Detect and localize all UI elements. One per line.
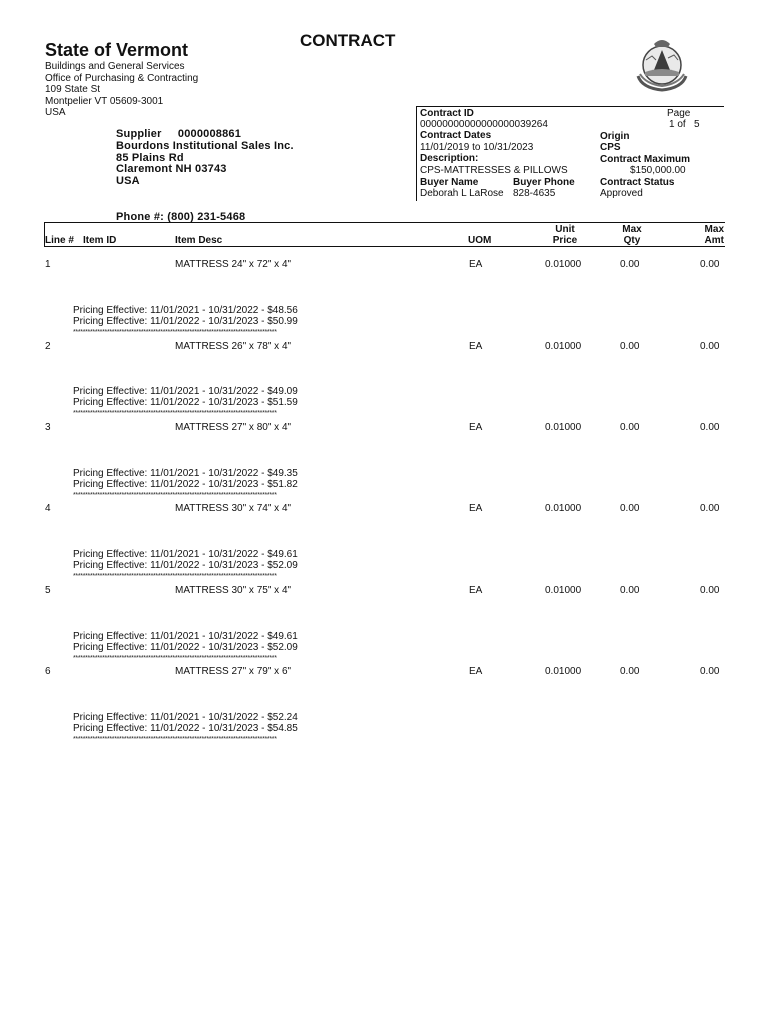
- buyer-phone-label: Buyer Phone: [513, 177, 575, 188]
- col-max-amt: [685, 224, 724, 246]
- separator: ************************************************************************************: [73, 492, 277, 499]
- uom: EA: [469, 666, 483, 677]
- contract-id-label: Contract ID: [420, 108, 474, 119]
- pricing-notes: [73, 468, 298, 491]
- col-uom: UOM: [468, 235, 492, 246]
- max-qty: 0.00: [620, 259, 640, 270]
- item-desc: MATTRESS 30" x 74" x 4": [175, 503, 292, 514]
- uom: EA: [469, 341, 483, 352]
- col-item-desc: Item Desc: [175, 235, 223, 246]
- uom: EA: [469, 259, 483, 270]
- pricing-notes: [73, 712, 298, 735]
- address-line: 109 State St: [45, 84, 101, 96]
- pricing-line: Pricing Effective: 11/01/2021 - 10/31/2022 - $49.61: [73, 631, 298, 642]
- contract-status-label: Contract Status: [600, 177, 675, 188]
- contract-maximum-label: Contract Maximum: [600, 154, 691, 165]
- col-item-id: Item ID: [83, 235, 117, 246]
- unit-price: 0.01000: [545, 666, 582, 677]
- item-desc: MATTRESS 24" x 72" x 4": [175, 259, 292, 270]
- buyer-name: Deborah L LaRose: [420, 188, 504, 199]
- pricing-line: Pricing Effective: 11/01/2021 - 10/31/2022 - $49.61: [73, 549, 298, 560]
- contract-id: 00000000000000000039264: [420, 119, 548, 130]
- max-qty: 0.00: [620, 666, 640, 677]
- line-number: 2: [45, 341, 51, 352]
- contract-dates-label: Contract Dates: [420, 130, 492, 141]
- col-line: Line #: [45, 235, 74, 246]
- address-line: Montpelier VT 05609-3001: [45, 95, 164, 107]
- col-max-qty: [612, 224, 652, 246]
- vermont-seal-icon: [632, 36, 692, 92]
- pricing-line: Pricing Effective: 11/01/2021 - 10/31/2022 - $49.09: [73, 386, 298, 397]
- pricing-notes: [73, 386, 298, 409]
- item-desc: MATTRESS 27" x 79" x 6": [175, 666, 292, 677]
- col-price-label: Price: [552, 235, 578, 246]
- pricing-line: Pricing Effective: 11/01/2021 - 10/31/2022 - $49.35: [73, 468, 298, 479]
- pricing-notes: [73, 305, 298, 328]
- line-number: 5: [45, 585, 51, 596]
- max-qty: 0.00: [620, 503, 640, 514]
- address-line: Office of Purchasing & Contracting: [45, 72, 199, 84]
- description-label: Description:: [420, 153, 479, 164]
- pricing-notes: [73, 549, 298, 572]
- separator: ************************************************************************************: [73, 410, 277, 417]
- contract-status: Approved: [600, 188, 643, 199]
- item-desc: MATTRESS 30" x 75" x 4": [175, 585, 292, 596]
- max-amt: 0.00: [700, 503, 720, 514]
- page-value: [669, 119, 700, 131]
- issuer-address: [45, 61, 198, 119]
- pricing-notes: [73, 631, 298, 654]
- document-title: CONTRACT: [300, 31, 396, 50]
- page-label: Page: [667, 108, 691, 119]
- pricing-line: Pricing Effective: 11/01/2022 - 10/31/2023 - $52.09: [73, 642, 298, 654]
- item-desc: MATTRESS 27" x 80" x 4": [175, 422, 292, 433]
- col-qty-label: Qty: [623, 235, 641, 246]
- address-line: Buildings and General Services: [45, 61, 185, 72]
- buyer-phone: 828-4635: [513, 188, 556, 199]
- unit-price: 0.01000: [545, 422, 582, 433]
- supplier-line: Claremont NH 03743: [116, 163, 227, 176]
- separator: ************************************************************************************: [73, 573, 277, 580]
- max-qty: 0.00: [620, 341, 640, 352]
- table-header: [44, 222, 725, 247]
- supplier-line: Bourdons Institutional Sales Inc.: [116, 139, 294, 152]
- pricing-line: Pricing Effective: 11/01/2021 - 10/31/2022 - $48.56: [73, 305, 298, 316]
- max-qty: 0.00: [620, 585, 640, 596]
- supplier-block: [116, 129, 294, 188]
- uom: EA: [469, 422, 483, 433]
- separator: ************************************************************************************: [73, 655, 277, 662]
- uom: EA: [469, 503, 483, 514]
- supplier-label: Supplier: [116, 128, 162, 140]
- col-max-label: Max: [704, 224, 724, 235]
- max-amt: 0.00: [700, 259, 720, 270]
- item-desc: MATTRESS 26" x 78" x 4": [175, 341, 292, 352]
- pricing-line: Pricing Effective: 11/01/2021 - 10/31/2022 - $52.24: [73, 712, 298, 723]
- col-unit-price: [545, 224, 585, 246]
- origin-label: Origin: [600, 131, 630, 142]
- col-max-label: Max: [622, 224, 642, 235]
- uom: EA: [469, 585, 483, 596]
- contract-dates: 11/01/2019 to 10/31/2023: [420, 142, 534, 153]
- separator: ************************************************************************************: [73, 736, 277, 743]
- unit-price: 0.01000: [545, 259, 582, 270]
- contract-info-box: [416, 106, 724, 201]
- unit-price: 0.01000: [545, 341, 582, 352]
- max-qty: 0.00: [620, 422, 640, 433]
- supplier-phone: Phone #: (800) 231-5468: [116, 211, 246, 223]
- pricing-line: Pricing Effective: 11/01/2022 - 10/31/2023 - $54.85: [73, 723, 298, 735]
- max-amt: 0.00: [700, 666, 720, 677]
- line-number: 3: [45, 422, 51, 433]
- pricing-line: Pricing Effective: 11/01/2022 - 10/31/2023 - $50.99: [73, 316, 298, 328]
- unit-price: 0.01000: [545, 503, 582, 514]
- supplier-id: 0000008861: [177, 128, 242, 140]
- pricing-line: Pricing Effective: 11/01/2022 - 10/31/2023 - $52.09: [73, 560, 298, 572]
- origin-value: CPS: [600, 142, 621, 153]
- page-total: 5: [694, 119, 700, 130]
- buyer-name-label: Buyer Name: [420, 177, 479, 188]
- max-amt: 0.00: [700, 341, 720, 352]
- page-current: 1 of: [669, 119, 686, 130]
- max-amt: 0.00: [700, 422, 720, 433]
- unit-price: 0.01000: [545, 585, 582, 596]
- separator: ************************************************************************************: [73, 329, 277, 336]
- description-value: CPS-MATTRESSES & PILLOWS: [420, 165, 568, 176]
- col-unit-label: Unit: [555, 224, 575, 235]
- pricing-line: Pricing Effective: 11/01/2022 - 10/31/2023 - $51.82: [73, 479, 298, 491]
- pricing-line: Pricing Effective: 11/01/2022 - 10/31/2023 - $51.59: [73, 397, 298, 409]
- col-amt-label: Amt: [704, 235, 724, 246]
- max-amt: 0.00: [700, 585, 720, 596]
- contract-maximum-value: $150,000.00: [630, 165, 686, 176]
- address-line: USA: [45, 107, 66, 119]
- supplier-line: 85 Plains Rd: [116, 151, 184, 164]
- line-number: 6: [45, 666, 51, 677]
- state-name: State of Vermont: [45, 40, 189, 60]
- supplier-line: USA: [116, 175, 140, 188]
- line-number: 1: [45, 259, 51, 270]
- line-number: 4: [45, 503, 51, 514]
